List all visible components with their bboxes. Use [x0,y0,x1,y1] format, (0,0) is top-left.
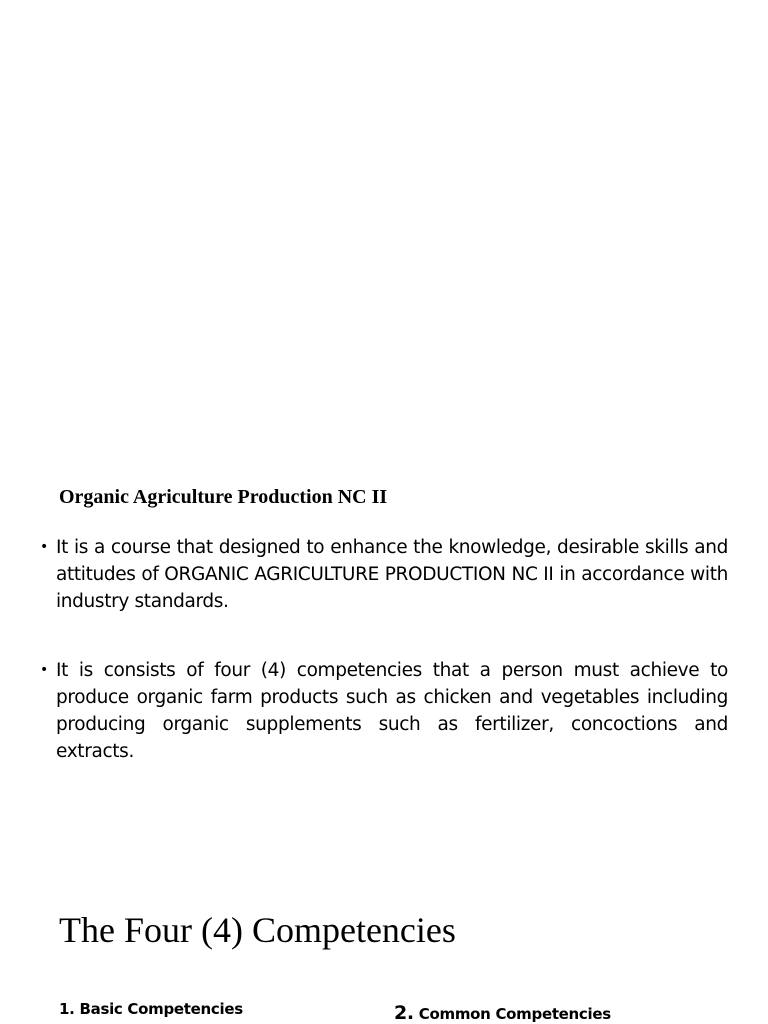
document-title: Organic Agriculture Production NC II [59,486,388,508]
bullet-text: It is consists of four (4) competencies that a person must achieve to produce organic farm products such as chicken and vegetables including producing organic supplements such as fertilizer, concoctions and extracts. [56,660,728,762]
bullet-marker: • [40,662,48,678]
bullet-item [40,657,728,765]
bullet-item [40,534,728,615]
competency-label: Basic Competencies [79,1000,243,1018]
competency-number: 1. [59,1000,75,1018]
bullet-marker: • [40,539,48,555]
competency-label: Common Competencies [418,1005,611,1023]
competency-number: 2. [394,1002,414,1024]
competency-item-common [394,1003,611,1024]
competency-item-basic [59,999,243,1019]
bullet-text: It is a course that designed to enhance the knowledge, desirable skills and attitudes of ORGANIC AGRICULTURE PRODUCTION NC II in accordance with industry standards. [56,537,728,612]
section-heading: The Four (4) Competencies [59,910,456,950]
